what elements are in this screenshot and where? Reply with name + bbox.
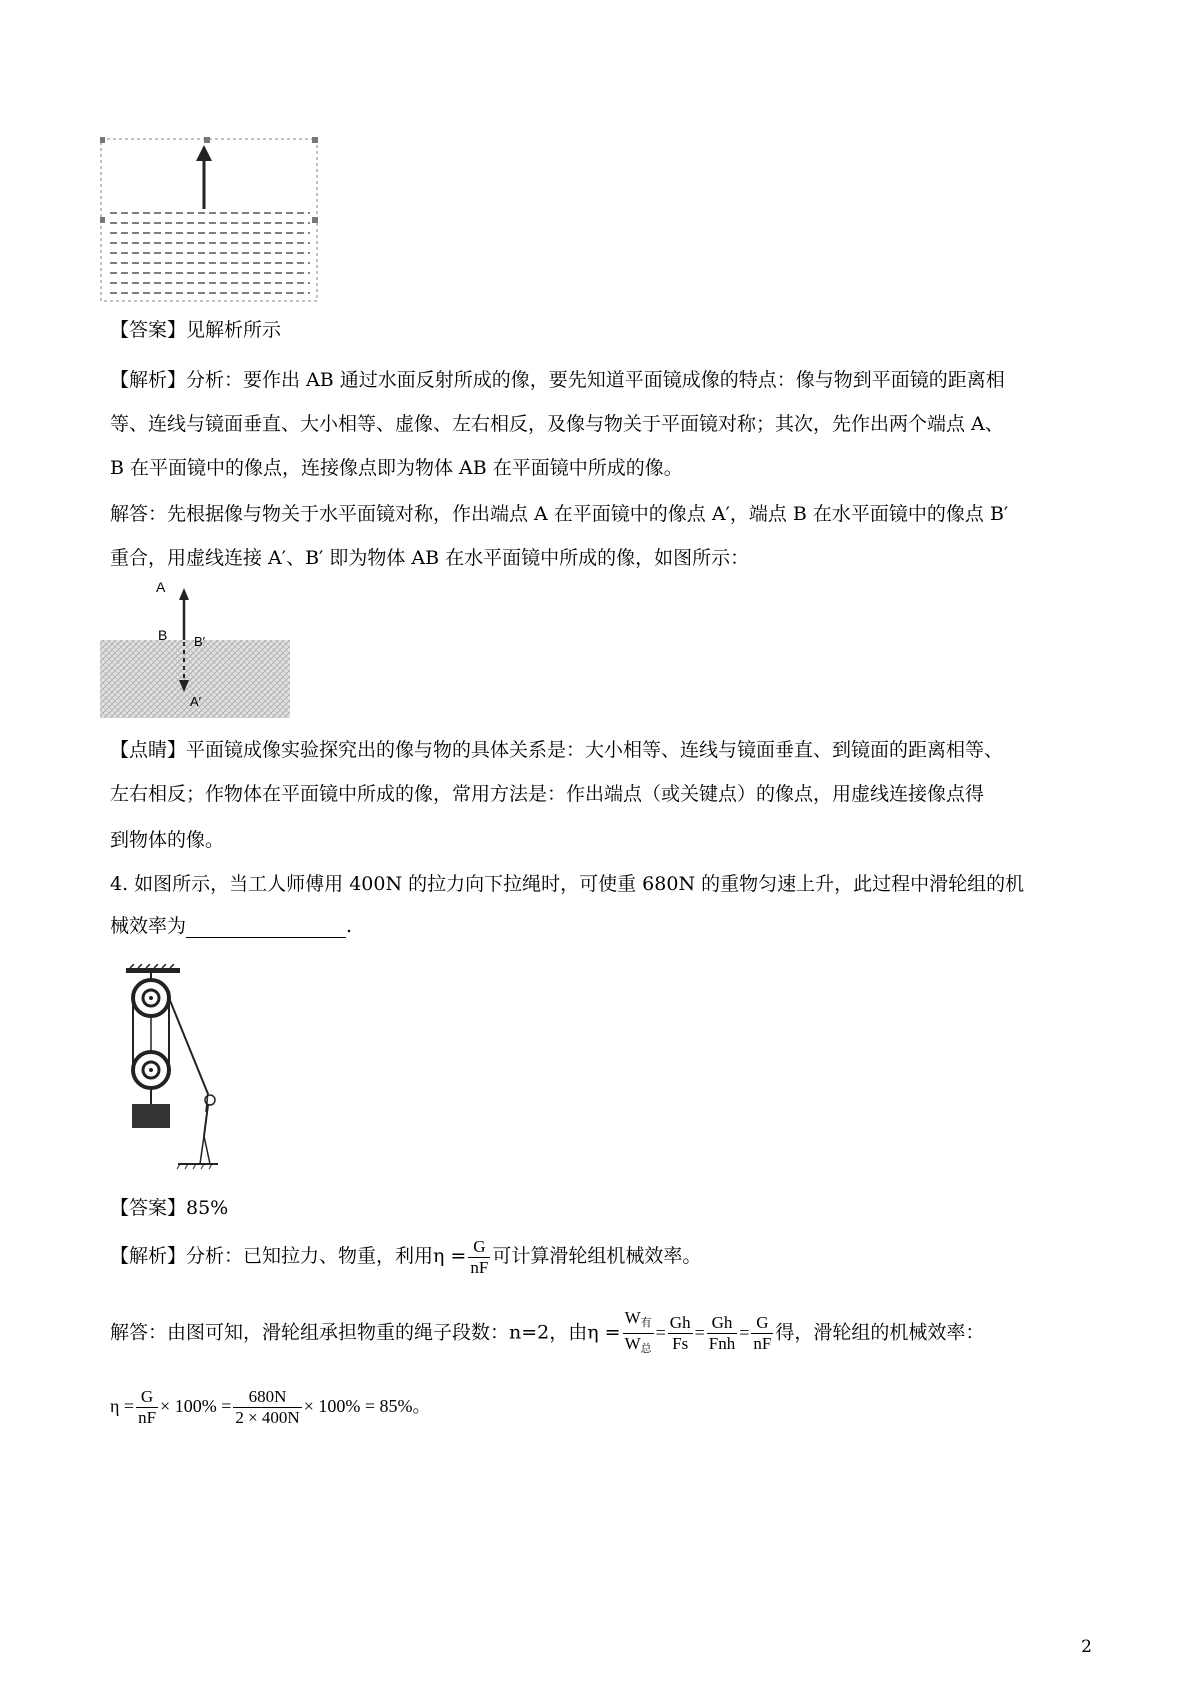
work-fraction: $\frac{W_有}{W_总}$ xyxy=(624,1308,652,1355)
answer-4: 【答案】85% xyxy=(110,1197,229,1219)
solution-4-prefix: 解答：由图可知，滑轮组承担物重的绳子段数：n=2，由η = xyxy=(110,1321,621,1344)
g-nf-fraction: $\frac{G}{nF}$ xyxy=(753,1313,772,1353)
gh-fs-fraction: $\frac{Gh}{Fs}$ xyxy=(669,1313,691,1353)
tip-1-line-1: 【点睛】平面镜成像实验探究出的像与物的具体关系是：大小相等、连线与镜面垂直、到镜面的距离相等、 xyxy=(110,739,1004,761)
page-number: 2 xyxy=(1081,1637,1092,1657)
question-4-suffix: . xyxy=(346,915,353,937)
solution-4: 解答：由图可知，滑轮组承担物重的绳子段数：n=2，由η = $\frac{W_有}{W_总}$ = $\frac{Gh}{Fs}$ = $\frac{Gh}{\text{Fnh}}$ = $\frac{G}{nF}$ 得，滑轮组的机械效率： xyxy=(110,1308,984,1359)
answer-blank xyxy=(186,919,346,938)
formula-g-nf: $\frac{G}{nF}$ xyxy=(138,1386,157,1427)
efficiency-fraction xyxy=(468,1237,490,1278)
pulley-figure xyxy=(118,964,228,1174)
label-b: B xyxy=(158,627,168,643)
analysis-4 xyxy=(110,1234,701,1278)
formula-4: η = $\frac{G}{nF}$ × 100% = $\frac{680N}{2 \times 400N}$ × 100% = 85%。 xyxy=(110,1386,431,1427)
question-4-prefix: 械效率为 xyxy=(110,915,187,937)
solution-1-line-2: 重合，用虚线连接 A′、B′ 即为物体 AB 在水平面镜中所成的像，如图所示： xyxy=(110,547,750,569)
question-4-line-1: 4. 如图所示，当工人师傅用 400N 的拉力向下拉绳时，可使重 680N 的重物匀速上升，此过程中滑轮组的机 xyxy=(110,873,1025,895)
tip-1-line-3: 到物体的像。 xyxy=(110,829,225,851)
analysis-1-line-1: 【解析】分析：要作出 AB 通过水面反射所成的像，要先知道平面镜成像的特点：像与物到平面镜的距离相 xyxy=(110,369,1005,391)
fraction-numerator: G xyxy=(468,1237,490,1258)
question-4-line-2 xyxy=(110,914,352,938)
label-b-prime: B′ xyxy=(194,634,206,649)
gh-fnh-fraction: $\frac{Gh}{\text{Fnh}}$ xyxy=(708,1313,736,1353)
analysis-1-line-3: B 在平面镜中的像点，连接像点即为物体 AB 在平面镜中所成的像。 xyxy=(110,457,683,479)
tip-1-line-2: 左右相反；作物体在平面镜中所成的像，常用方法是：作出端点（或关键点）的像点，用虚线连接像点得 xyxy=(110,783,985,805)
analysis-4-prefix: 【解析】分析：已知拉力、物重，利用η = xyxy=(110,1245,467,1267)
answer-1: 【答案】见解析所示 xyxy=(110,319,282,341)
formula-680-800: $\frac{680N}{2 \times 400N}$ xyxy=(235,1386,300,1427)
reflection-figure xyxy=(100,578,292,720)
solution-1-line-1: 解答：先根据像与物关于水平面镜对称，作出端点 A 在平面镜中的像点 A′，端点 B 在水平面镜中的像点 B′ xyxy=(110,503,1009,525)
arrow-water-figure xyxy=(100,137,320,305)
fraction-denominator: nF xyxy=(470,1257,489,1277)
label-a: A xyxy=(156,579,166,595)
analysis-4-suffix: 可计算滑轮组机械效率。 xyxy=(492,1245,702,1267)
analysis-1-line-2: 等、连线与镜面垂直、大小相等、虚像、左右相反，及像与物关于平面镜对称；其次，先作出两个端点 A、 xyxy=(110,413,1004,435)
label-a-prime: A′ xyxy=(190,694,202,709)
solution-4-suffix: 得，滑轮组的机械效率： xyxy=(775,1321,985,1344)
